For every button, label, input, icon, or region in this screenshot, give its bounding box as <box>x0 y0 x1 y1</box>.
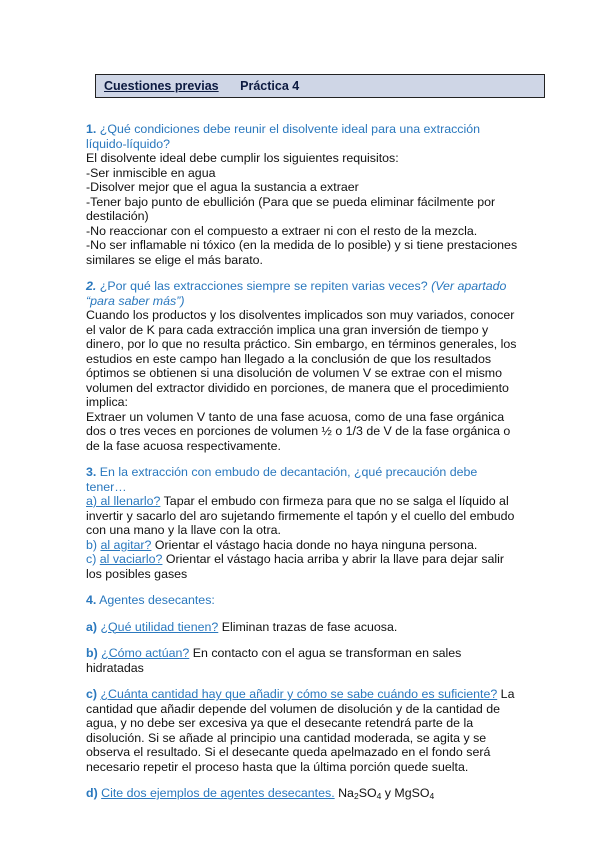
q3-number: 3. <box>86 465 97 479</box>
q1-item: -No ser inflamable ni tóxico (en la medida de lo posible) y si tiene prestaciones similares se elige el más barato. <box>86 238 518 267</box>
formula-sub: 4 <box>376 791 382 801</box>
q2-question: ¿Por qué las extracciones siempre se repiten varias veces? <box>99 279 428 293</box>
q4-number: 4. <box>86 593 97 607</box>
q1-question: ¿Qué condiciones debe reunir el disolvente ideal para una extracción líquido-líquido? <box>86 122 481 151</box>
content <box>86 122 518 816</box>
formula-na: Na <box>338 786 354 800</box>
q1-item: -Tener bajo punto de ebullición (Para que se pueda eliminar fácilmente por destilación) <box>86 194 496 223</box>
q4-d-prefix: d) <box>86 786 102 800</box>
q4-b-question[interactable]: ¿Cómo actúan? <box>101 646 190 660</box>
q2-paragraph-2: Extraer un volumen V tanto de una fase acuosa, como de una fase orgánica dos o tres veces en porciones de volumen ½ o 1/3 de V de la fase orgánica o de la fase acuosa respectivamente. <box>86 409 511 453</box>
q2-heading <box>86 279 518 308</box>
q3-b-text: Orientar el vástago hacia donde no haya ninguna persona. <box>151 537 478 552</box>
q1-heading <box>86 122 518 151</box>
question-2 <box>86 279 518 453</box>
q3-c-label[interactable]: al vaciarlo? <box>99 552 163 566</box>
q3-c-prefix: c) <box>86 552 100 566</box>
q1-item: -Ser inmiscible en agua <box>86 165 216 180</box>
q1-number: 1. <box>86 122 97 136</box>
formula-so: SO <box>358 786 377 800</box>
q4-b-text: En contacto con el agua se transforman en sales hidratadas <box>86 646 462 675</box>
q3-heading <box>86 465 518 494</box>
q3-c <box>86 552 518 581</box>
q4-a <box>86 620 518 635</box>
q3-a-text: Tapar el embudo con firmeza para que no se salga el líquido al invertir y sacarlo del aro sujetando firmemente el tapón y el cuello del embudo con una mano y la llave con la otra. <box>86 494 515 537</box>
q2-number: 2. <box>86 279 97 293</box>
q4-c-question[interactable]: ¿Cuánta cantidad hay que añadir y cómo se sabe cuándo es suficiente? <box>100 687 498 701</box>
formula-sub: 2 <box>353 791 359 801</box>
header-title: Cuestiones previas <box>104 79 219 93</box>
header-practice: Práctica 4 <box>240 79 300 93</box>
q3-c-text: Orientar el vástago hacia arriba y abrir la llave para dejar salir los posibles gases <box>86 552 505 581</box>
q2-note: (Ver apartado “para saber más”) <box>86 279 507 308</box>
q1-item: -Disolver mejor que el agua la sustancia a extraer <box>86 180 359 194</box>
q4-c <box>86 687 518 774</box>
question-1 <box>86 122 518 267</box>
formula-sub: 4 <box>429 791 435 801</box>
q1-item: -No reaccionar con el compuesto a extraer ni con el resto de la mezcla. <box>86 223 478 238</box>
q3-b-label[interactable]: al agitar? <box>100 537 152 552</box>
question-4 <box>86 593 518 608</box>
formula-mgso: y MgSO <box>381 786 430 800</box>
q3-b <box>86 538 518 553</box>
q3-question: En la extracción con embudo de decantación, ¿qué precaución debe tener… <box>86 465 478 494</box>
q3-b-prefix: b) <box>86 537 101 552</box>
q4-title: Agentes desecantes: <box>99 593 215 607</box>
q2-paragraph-1: Cuando los productos y los disolventes implicados son muy variados, conocer el valor de K para cada extracción implica una gran inversión de tiempo y dinero, por lo que no resulta práctico. Sin embargo, en términos generales, los estudios en este campo han llegado a la conclusión de que los resultados óptimos se obtienen si una disolución de volumen V se extrae con el mismo volumen del extractor dividido en porciones, de manera que el procedimiento implica: <box>86 308 517 409</box>
q1-intro: El disolvente ideal debe cumplir los siguientes requisitos: <box>86 151 399 165</box>
q4-d <box>86 786 518 804</box>
q4-b-prefix: b) <box>86 646 102 660</box>
q3-a-label[interactable]: a) al llenarlo? <box>86 494 161 508</box>
q4-b <box>86 646 518 675</box>
q3-a <box>86 494 518 538</box>
q4-heading <box>86 593 518 608</box>
question-3 <box>86 465 518 581</box>
header-box <box>95 74 545 98</box>
q4-c-prefix: c) <box>86 687 101 701</box>
q4-a-text: Eliminan trazas de fase acuosa. <box>218 619 398 634</box>
q4-a-prefix: a) <box>86 619 101 634</box>
q4-a-question[interactable]: ¿Qué utilidad tienen? <box>100 619 219 634</box>
q4-d-question[interactable]: Cite dos ejemplos de agentes desecantes. <box>101 786 335 800</box>
q4-c-text: La cantidad que añadir depende del volumen de disolución y de la cantidad de agua, y no debe ser excesiva ya que el desecante retendrá parte de la disolución. Si se añade al principio una cantidad moderada, se agita y se observa el resultado. Si el desecante queda apelmazado en el fondo será necesario repetir el proceso hasta que la última porción quede suelta. <box>86 687 515 774</box>
